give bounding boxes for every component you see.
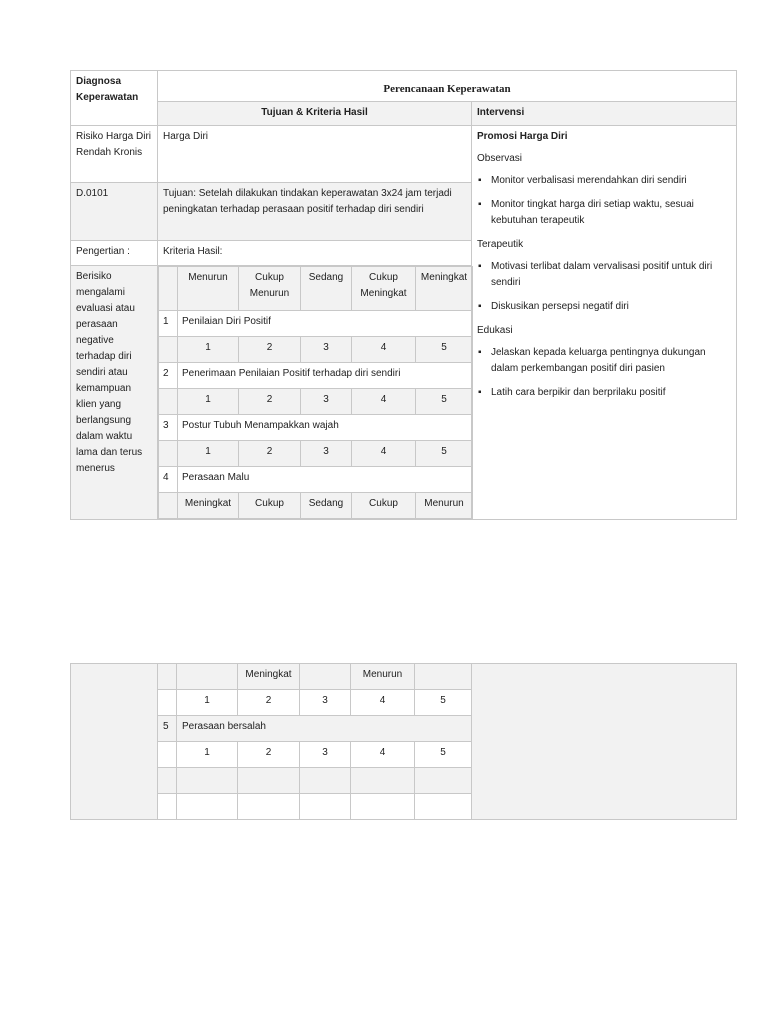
scale-number: 2 xyxy=(238,690,300,716)
scale-number: 1 xyxy=(178,389,239,415)
reverse-scale: Cukup xyxy=(352,493,416,519)
scale-number: 4 xyxy=(351,690,415,716)
scale-number: 5 xyxy=(416,337,473,363)
empty-cell xyxy=(300,794,351,820)
pengertian-label: Pengertian : xyxy=(71,241,158,266)
scale-header: Sedang xyxy=(301,267,352,311)
empty-cell xyxy=(238,768,300,794)
list-item: ▪ Diskusikan persepsi negatif diri xyxy=(477,299,731,315)
empty-cell xyxy=(300,768,351,794)
scale-number: 2 xyxy=(239,389,301,415)
scale-header: Menurun xyxy=(178,267,239,311)
reverse-scale: Meningkat xyxy=(238,664,300,690)
empty-cell xyxy=(158,742,177,768)
empty-cell xyxy=(158,794,177,820)
reverse-scale xyxy=(300,664,351,690)
scale-number: 5 xyxy=(415,742,472,768)
criteria-no: 5 xyxy=(158,716,177,742)
empty-cell xyxy=(159,389,178,415)
scale-number: 1 xyxy=(178,337,239,363)
empty-diagnosis-cell xyxy=(71,664,158,820)
empty-cell xyxy=(159,267,178,311)
reverse-scale xyxy=(415,664,472,690)
empty-cell xyxy=(351,768,415,794)
criteria-scale-table xyxy=(158,266,473,519)
scale-number: 2 xyxy=(238,742,300,768)
scale-number: 1 xyxy=(178,441,239,467)
scale-number: 2 xyxy=(239,441,301,467)
scale-number: 3 xyxy=(301,389,352,415)
observasi-heading: Observasi xyxy=(477,153,523,164)
perencanaan-header: Perencanaan Keperawatan xyxy=(158,71,737,102)
empty-cell xyxy=(158,768,177,794)
continuation-table xyxy=(70,663,737,820)
diagnosis-definition: Berisiko mengalami evaluasi atau perasaan negative terhadap diri sendiri atau kemampuan klien yang berlangsung dalam waktu lama dan terus menerus xyxy=(71,266,158,520)
empty-intervention-cell xyxy=(472,664,737,820)
scale-number: 3 xyxy=(301,337,352,363)
kriteria-label: Kriteria Hasil: xyxy=(158,241,472,266)
scale-number: 4 xyxy=(352,337,416,363)
criteria-label: Postur Tubuh Menampakkan wajah xyxy=(178,415,473,441)
criteria-scale-cell xyxy=(158,266,472,520)
empty-cell xyxy=(159,441,178,467)
criteria-no: 4 xyxy=(159,467,178,493)
scale-number: 3 xyxy=(301,441,352,467)
criteria-label: Perasaan bersalah xyxy=(177,716,472,742)
scale-number: 4 xyxy=(352,441,416,467)
empty-cell xyxy=(351,794,415,820)
edukasi-heading: Edukasi xyxy=(477,325,513,336)
scale-number: 4 xyxy=(352,389,416,415)
criteria-label: Perasaan Malu xyxy=(178,467,473,493)
reverse-scale: Cukup xyxy=(239,493,301,519)
scale-header: Meningkat xyxy=(416,267,473,311)
reverse-scale: Meningkat xyxy=(178,493,239,519)
list-item: ▪ Latih cara berpikir dan berprilaku positif xyxy=(477,385,731,401)
criteria-no: 3 xyxy=(159,415,178,441)
scale-number: 3 xyxy=(300,742,351,768)
empty-cell xyxy=(159,493,178,519)
empty-cell xyxy=(177,794,238,820)
scale-number: 3 xyxy=(300,690,351,716)
scale-number: 1 xyxy=(177,742,238,768)
list-item: ▪ Monitor tingkat harga diri setiap waktu, sesuai kebutuhan terapeutik xyxy=(477,197,731,229)
scale-number: 1 xyxy=(177,690,238,716)
diagnosis-name: Risiko Harga Diri Rendah Kronis xyxy=(71,126,158,183)
scale-header: Cukup Meningkat xyxy=(352,267,416,311)
reverse-scale: Sedang xyxy=(301,493,352,519)
scale-number: 5 xyxy=(416,441,473,467)
reverse-scale: Menurun xyxy=(416,493,473,519)
scale-number: 5 xyxy=(415,690,472,716)
reverse-scale xyxy=(177,664,238,690)
empty-cell xyxy=(159,337,178,363)
scale-number: 4 xyxy=(351,742,415,768)
criteria-no: 2 xyxy=(159,363,178,389)
diagnosis-code: D.0101 xyxy=(71,183,158,241)
list-item: ▪ Motivasi terlibat dalam vervalisasi positif untuk diri sendiri xyxy=(477,259,731,291)
empty-cell xyxy=(177,768,238,794)
list-item: ▪ Monitor verbalisasi merendahkan diri sendiri xyxy=(477,173,731,189)
criteria-label: Penerimaan Penilaian Positif terhadap diri sendiri xyxy=(178,363,473,389)
empty-cell xyxy=(158,690,177,716)
empty-cell xyxy=(415,768,472,794)
list-item: ▪ Jelaskan kepada keluarga pentingnya dukungan dalam perkembangan positif diri pasien xyxy=(477,345,731,377)
edukasi-list xyxy=(477,345,731,401)
observasi-list xyxy=(477,173,731,229)
empty-cell xyxy=(158,664,177,690)
scale-header: Cukup Menurun xyxy=(239,267,301,311)
intervensi-header: Intervensi xyxy=(472,102,737,126)
nursing-care-plan-table xyxy=(70,70,737,520)
goal-tujuan: Tujuan: Setelah dilakukan tindakan keperawatan 3x24 jam terjadi peningkatan terhadap perasaan positif terhadap diri sendiri xyxy=(158,183,472,241)
intervention-title: Promosi Harga Diri xyxy=(477,131,568,142)
terapeutik-heading: Terapeutik xyxy=(477,239,524,250)
empty-cell xyxy=(415,794,472,820)
scale-number: 5 xyxy=(416,389,473,415)
reverse-scale: Menurun xyxy=(351,664,415,690)
diagnosa-header: Diagnosa Keperawatan xyxy=(71,71,158,126)
tujuan-kriteria-header: Tujuan & Kriteria Hasil xyxy=(158,102,472,126)
criteria-label: Penilaian Diri Positif xyxy=(178,311,473,337)
scale-number: 2 xyxy=(239,337,301,363)
goal-label: Harga Diri xyxy=(158,126,472,183)
intervention-cell xyxy=(472,126,737,520)
criteria-no: 1 xyxy=(159,311,178,337)
terapeutik-list xyxy=(477,259,731,315)
empty-cell xyxy=(238,794,300,820)
